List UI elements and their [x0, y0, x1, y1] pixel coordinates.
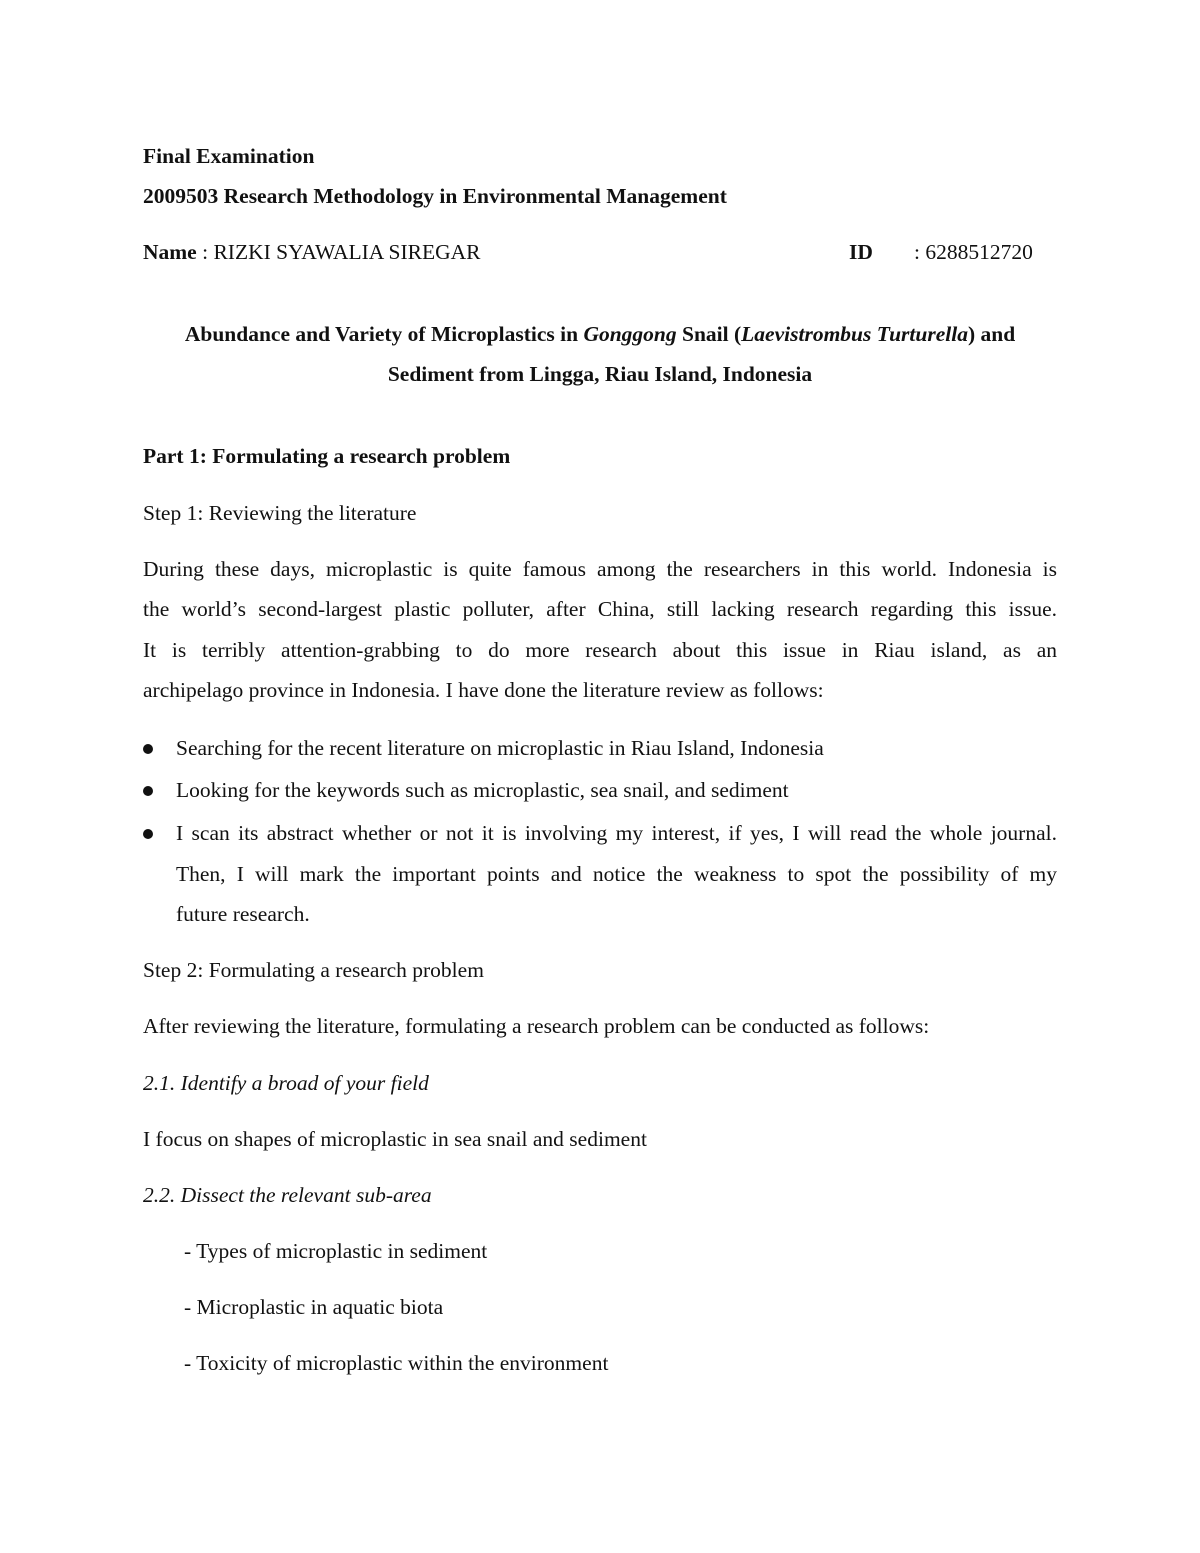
paragraph-line: During these days, microplastic is quite famous among the researchers in this world. Indonesia is [143, 557, 1057, 581]
exam-title: Final Examination [143, 144, 315, 168]
name-value: : RIZKI SYAWALIA SIREGAR [202, 240, 481, 264]
title-italic-gonggong: Gonggong [583, 322, 677, 346]
part1-heading: Part 1: Formulating a research problem [143, 444, 511, 468]
step2-heading: Step 2: Formulating a research problem [143, 958, 484, 982]
subarea-item: - Types of microplastic in sediment [184, 1239, 488, 1263]
title-text: Abundance and Variety of Microplastics in [184, 322, 584, 346]
step2-intro: After reviewing the literature, formulating a research problem can be conducted as follows: [143, 1014, 930, 1038]
bullet-item: I scan its abstract whether or not it is involving my interest, if yes, I will read the whole journal. [176, 821, 1057, 845]
title-text: Snail ( [676, 322, 742, 346]
bullet-icon [143, 744, 153, 754]
id-value-row [914, 242, 1033, 264]
paragraph-line: archipelago province in Indonesia. I have done the literature review as follows: [143, 678, 824, 702]
id-value: : 6288512720 [914, 240, 1033, 264]
subsection-2-1-heading: 2.1. Identify a broad of your field [143, 1071, 429, 1095]
bullet-icon [143, 786, 153, 796]
bullet-continuation: future research. [176, 902, 310, 926]
subarea-item: - Microplastic in aquatic biota [184, 1295, 444, 1319]
paragraph-line: It is terribly attention-grabbing to do more research about this issue in Riau island, as an [143, 638, 1057, 662]
subsection-2-2-heading: 2.2. Dissect the relevant sub-area [143, 1183, 432, 1207]
bullet-icon [143, 829, 153, 839]
subsection-2-1-text: I focus on shapes of microplastic in sea snail and sediment [143, 1127, 647, 1151]
id-label: ID [849, 240, 873, 264]
id-row [849, 242, 873, 264]
bullet-item: Looking for the keywords such as microplastic, sea snail, and sediment [176, 778, 789, 802]
paragraph-line: the world’s second-largest plastic polluter, after China, still lacking research regarding this issue. [143, 597, 1057, 621]
subarea-item: - Toxicity of microplastic within the environment [184, 1351, 609, 1375]
step1-heading: Step 1: Reviewing the literature [143, 501, 417, 525]
document-title-line1 [143, 324, 1057, 346]
bullet-item: Searching for the recent literature on microplastic in Riau Island, Indonesia [176, 736, 824, 760]
course-title: 2009503 Research Methodology in Environmental Management [143, 184, 727, 208]
document-title-line2: Sediment from Lingga, Riau Island, Indonesia [387, 362, 813, 386]
name-label: Name [143, 240, 197, 264]
title-text: ) and [967, 322, 1016, 346]
name-row [143, 242, 481, 264]
title-italic-species: Laevistrombus Turturella [741, 322, 968, 346]
bullet-continuation: Then, I will mark the important points and notice the weakness to spot the possibility of my [176, 862, 1057, 886]
